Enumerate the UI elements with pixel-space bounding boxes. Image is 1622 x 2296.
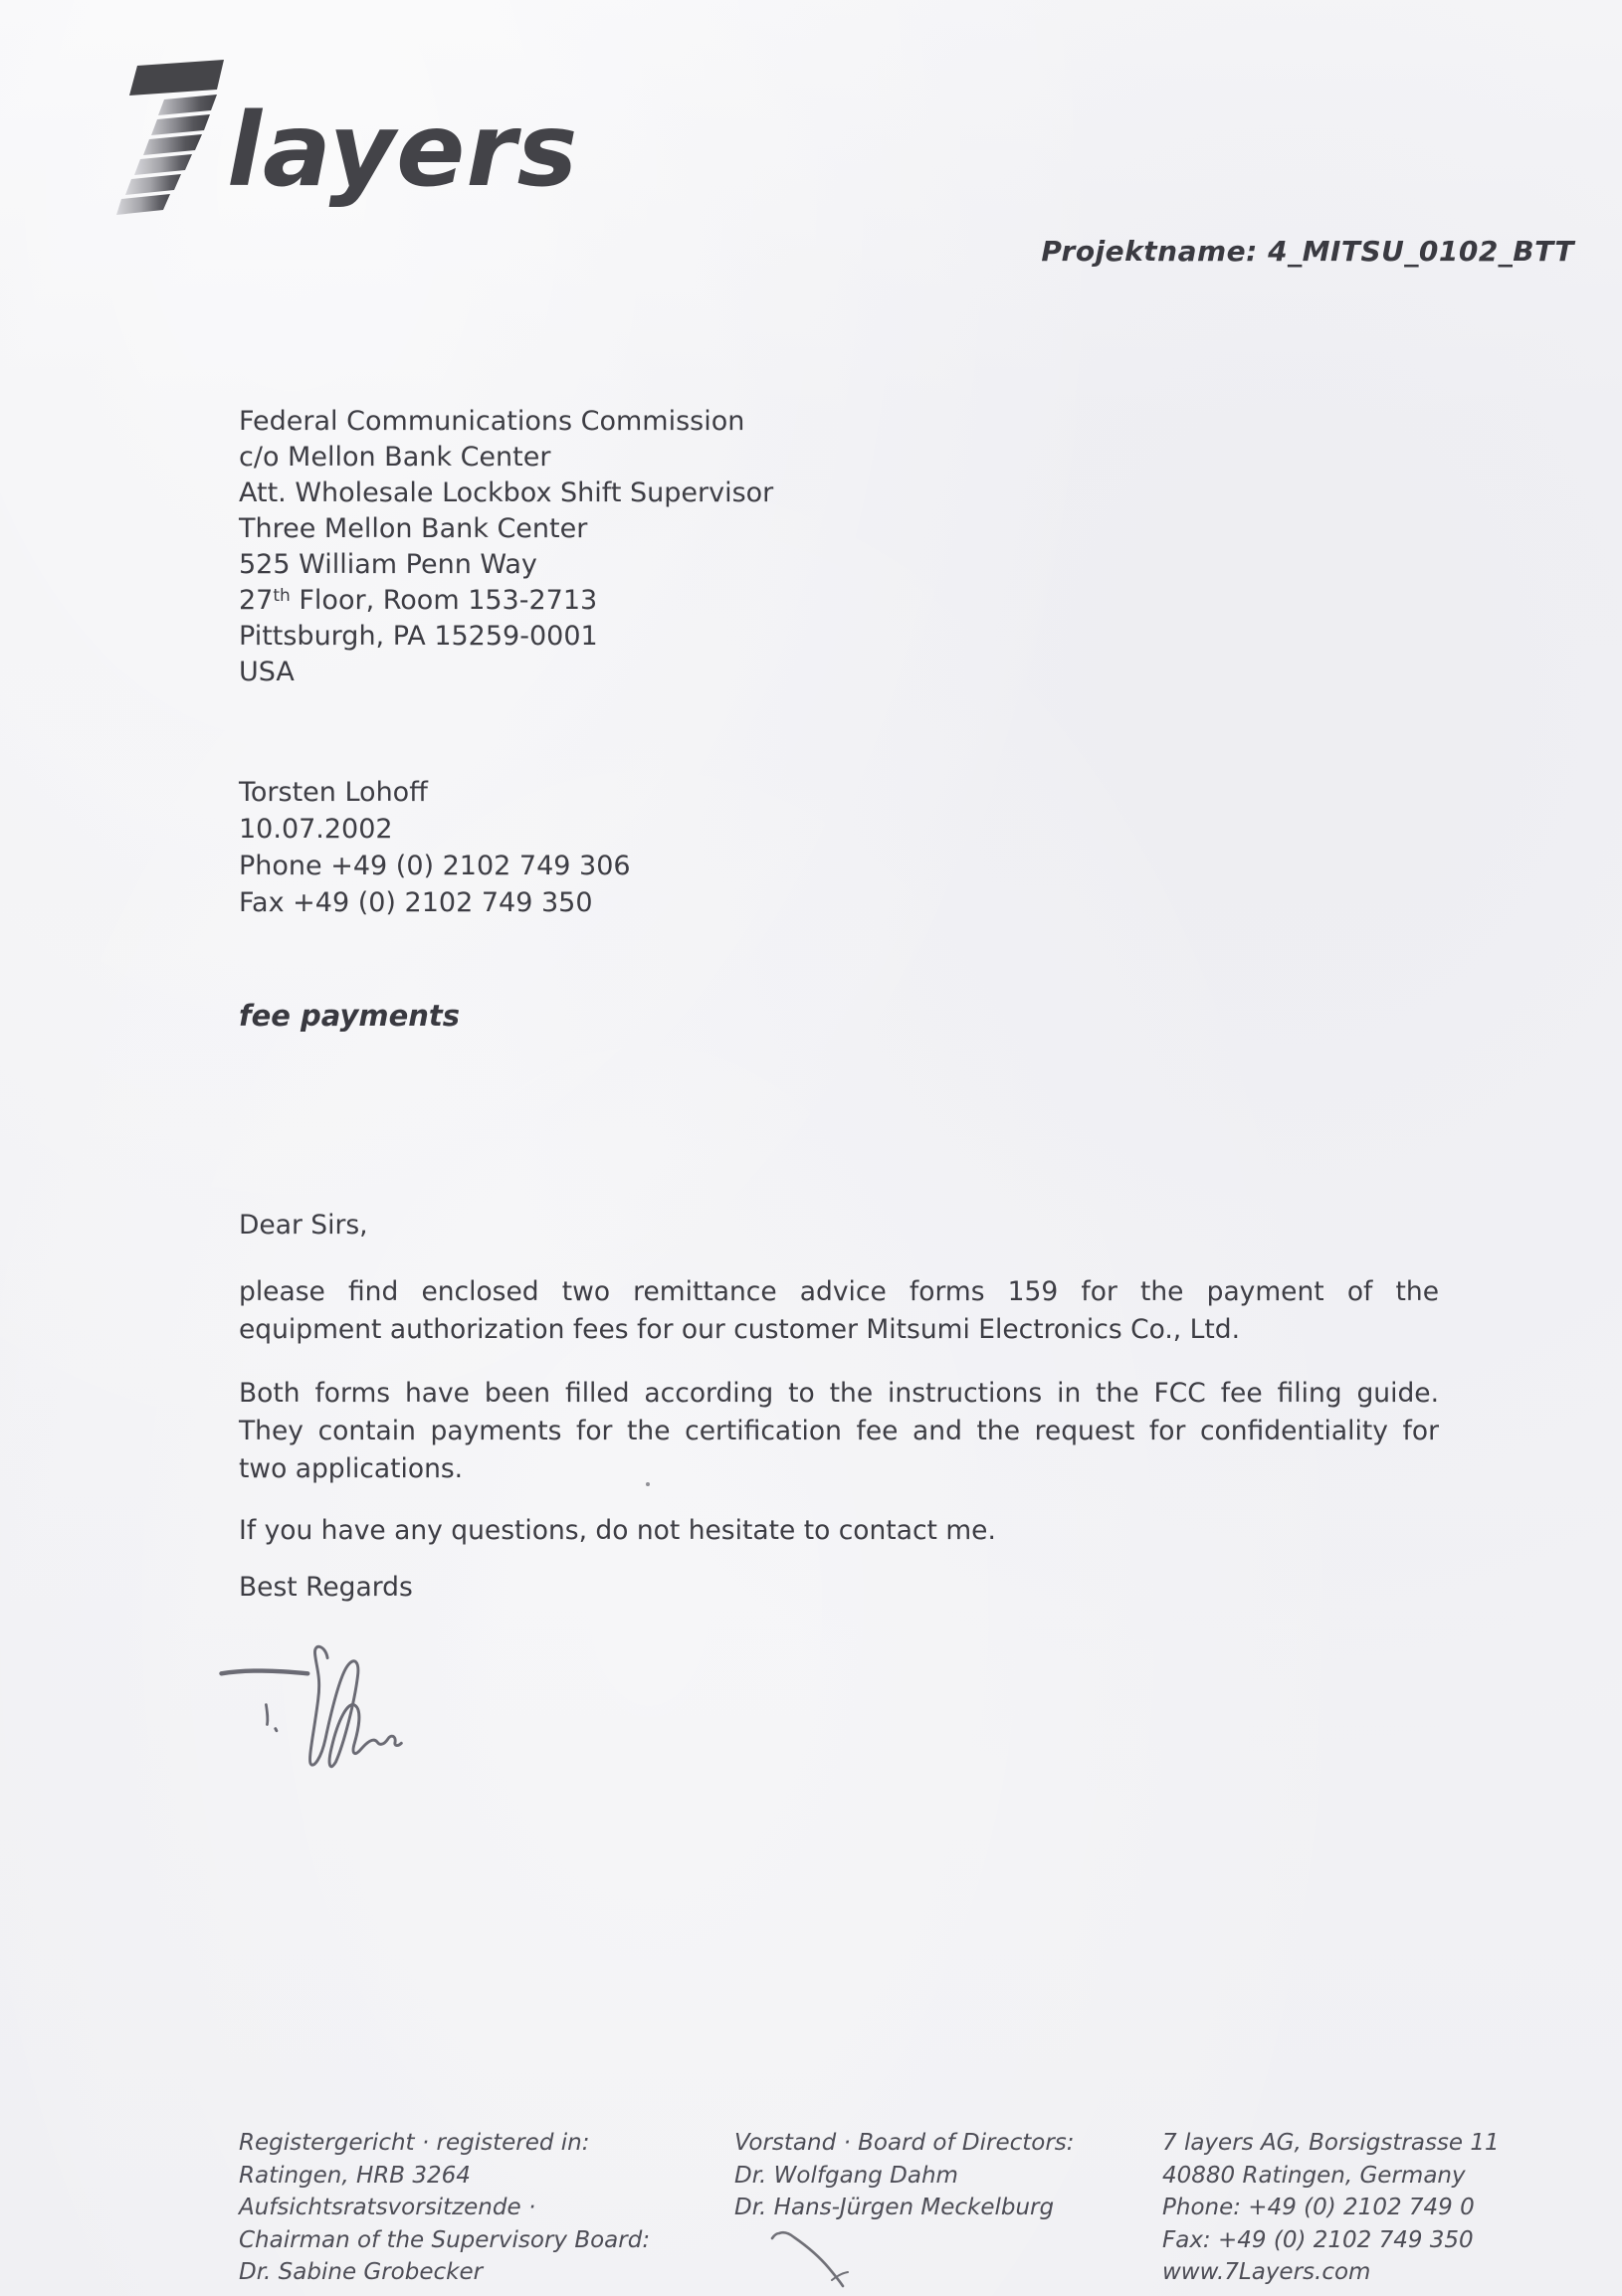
footer-line: Aufsichtsratsvorsitzende · [239, 2195, 536, 2220]
address-line: Three Mellon Bank Center [239, 513, 588, 544]
sender-fax: Fax +49 (0) 2102 749 350 [239, 887, 593, 918]
paragraph-line: please find enclosed two remittance advice forms 159 for the payment of the [239, 1276, 1439, 1307]
paragraph-1 [239, 1273, 1439, 1349]
scan-speck [646, 1482, 650, 1486]
footer-line: Ratingen, HRB 3264 [239, 2162, 471, 2189]
sender-block [239, 774, 631, 921]
project-name-line: Projektname: 4_MITSU_0102_BTT [1041, 235, 1574, 268]
footer-line: www.7Layers.com [1162, 2259, 1371, 2285]
footer-line: Dr. Wolfgang Dahm [734, 2162, 958, 2189]
address-line: Att. Wholesale Lockbox Shift Supervisor [239, 478, 774, 508]
paragraph-3 [239, 1512, 1439, 1550]
paragraph-line: They contain payments for the certification fee and the request for confidentiality for [239, 1416, 1439, 1446]
footer-line: 7 layers AG, Borsigstrasse 11 [1162, 2130, 1500, 2156]
7layers-logo [107, 56, 580, 223]
footer-line: Dr. Hans-Jürgen Meckelburg [734, 2195, 1055, 2220]
footer-line: Registergericht · registered in: [239, 2130, 590, 2156]
address-line-floor [239, 583, 773, 619]
paragraph-line: Both forms have been filled according to the instructions in the FCC fee filing guide. [239, 1378, 1439, 1409]
paragraph-line: equipment authorization fees for our customer Mitsumi Electronics Co., Ltd. [239, 1314, 1241, 1345]
subject-line: fee payments [239, 999, 461, 1033]
floor-rest: Floor, Room 153-2713 [290, 585, 598, 616]
floor-number: 27 [239, 585, 274, 616]
salutation: Dear Sirs, [239, 1210, 368, 1241]
address-line: 525 William Penn Way [239, 549, 537, 580]
address-line: Federal Communications Commission [239, 406, 745, 437]
letter-date: 10.07.2002 [239, 814, 393, 845]
closing-line: Best Regards [239, 1572, 413, 1603]
footer-line: Vorstand · Board of Directors: [734, 2130, 1075, 2156]
address-line: Pittsburgh, PA 15259-0001 [239, 621, 598, 652]
footer-line: Phone: +49 (0) 2102 749 0 [1162, 2195, 1475, 2220]
sender-phone: Phone +49 (0) 2102 749 306 [239, 851, 631, 881]
footer-line: 40880 Ratingen, Germany [1162, 2162, 1466, 2189]
paragraph-line: two applications. [239, 1453, 464, 1484]
floor-ordinal: th [273, 586, 291, 606]
footer-registry-column [239, 2127, 650, 2289]
logo-wordmark: layers [227, 92, 579, 210]
footer-line: Dr. Sabine Grobecker [239, 2259, 484, 2285]
signature [211, 1633, 440, 1793]
footer-board-column [734, 2127, 1075, 2224]
recipient-address-block [239, 404, 773, 690]
address-line: c/o Mellon Bank Center [239, 442, 551, 473]
paragraph-2 [239, 1375, 1439, 1488]
sender-name: Torsten Lohoff [239, 777, 428, 808]
footer-company-column [1162, 2127, 1500, 2289]
address-line: USA [239, 657, 295, 687]
footer-line: Fax: +49 (0) 2102 749 350 [1162, 2226, 1474, 2253]
paragraph-line: If you have any questions, do not hesitate to contact me. [239, 1515, 996, 1546]
pen-mark [764, 2222, 874, 2296]
footer-line: Chairman of the Supervisory Board: [239, 2226, 651, 2253]
logo-7-mark [116, 60, 224, 215]
